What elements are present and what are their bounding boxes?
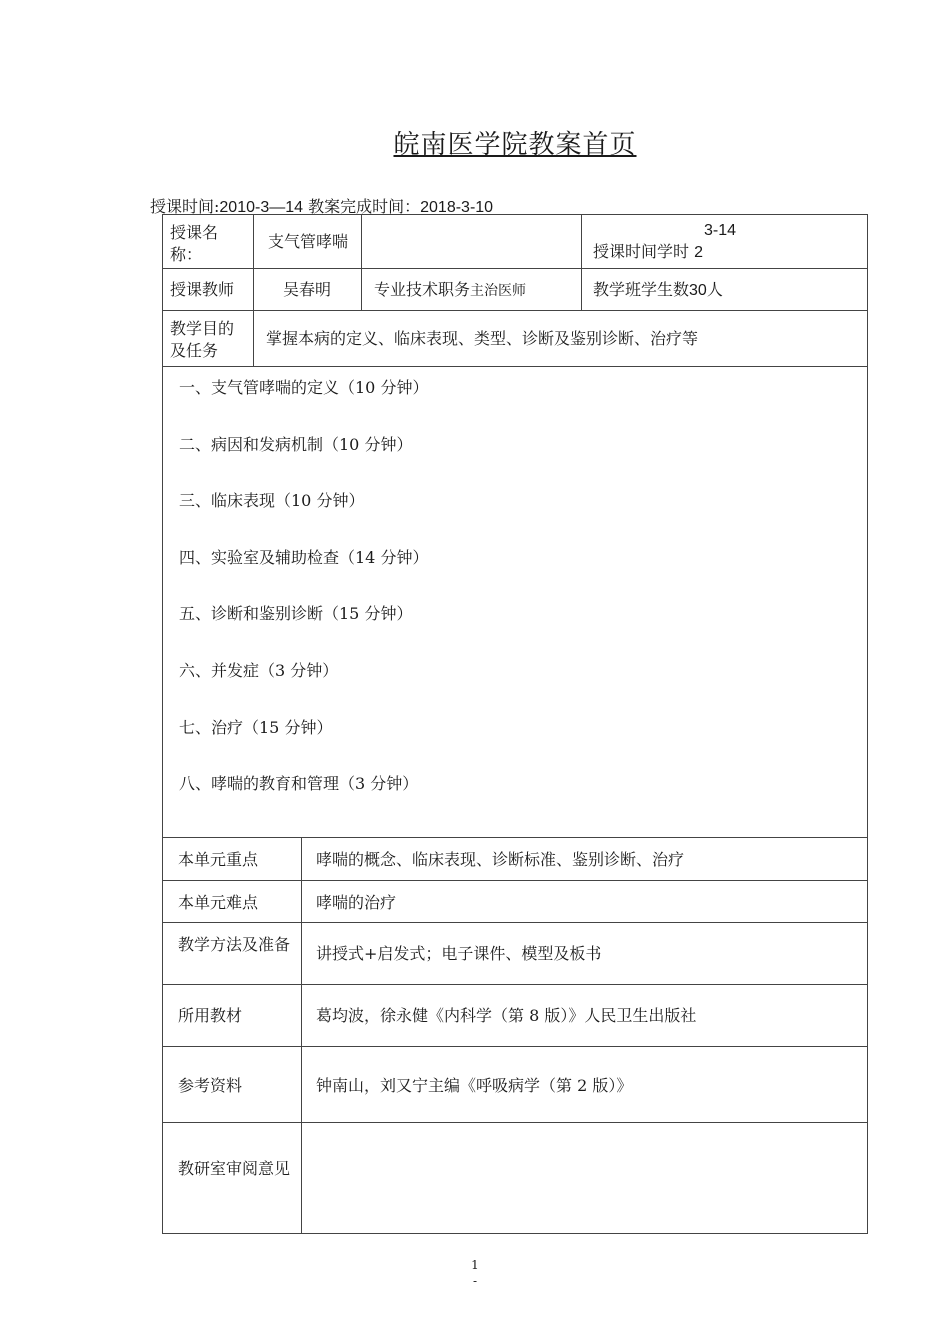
difficult-text: 哮喘的治疗 <box>316 893 397 912</box>
page-dash: - <box>472 1274 478 1288</box>
title-value: 主治医师 <box>470 283 527 299</box>
outline-item: 八、哮喘的教育和管理（3 分钟） <box>179 774 419 793</box>
outline-block <box>162 366 868 838</box>
outline-item: 五、诊断和鉴别诊断（15 分钟） <box>179 604 413 623</box>
teacher-label: 授课教师 <box>170 280 235 299</box>
textbook-label: 所用教材 <box>178 1006 243 1025</box>
students-unit: 人 <box>706 280 723 299</box>
title-label: 专业技术职务 <box>374 280 471 299</box>
outline-item: 七、治疗（15 分钟） <box>179 718 333 737</box>
date-top: 3-14 <box>704 222 737 239</box>
key-label: 本单元重点 <box>178 850 259 869</box>
key-text: 哮喘的概念、临床表现、诊断标准、鉴别诊断、治疗 <box>316 850 685 869</box>
review-label: 教研室审阅意见 <box>178 1159 291 1178</box>
textbook-text: 葛均波，徐永健《内科学（第 8 版）》人民卫生出版社 <box>316 1006 697 1025</box>
course-name: 支气管哮喘 <box>268 232 349 251</box>
reference-text: 钟南山，刘又宁主编《呼吸病学（第 2 版）》 <box>316 1076 633 1095</box>
hours-label: 授课时间学时 <box>593 242 690 261</box>
teach-date-label: 授课时间: <box>150 197 220 216</box>
teacher-name: 吴春明 <box>283 280 332 299</box>
teach-date: 2010-3—14 <box>219 199 304 216</box>
course-name-label: 授课名称： <box>170 223 219 264</box>
header-table <box>162 214 868 366</box>
outline-item: 四、实验室及辅助检查（14 分钟） <box>179 548 429 567</box>
reference-label: 参考资料 <box>178 1076 243 1095</box>
method-label: 教学方法及准备 <box>178 935 291 954</box>
outline-item: 六、并发症（3 分钟） <box>179 661 339 680</box>
lower-table <box>162 837 868 1234</box>
method-text: 讲授式+启发式；电子课件、模型及板书 <box>316 944 602 963</box>
complete-date-label: 教案完成时间： <box>303 197 421 216</box>
hours-value: 2 <box>694 244 704 261</box>
page-number: 1 <box>471 1258 479 1272</box>
hours-field <box>593 241 703 264</box>
outline-item: 一、支气管哮喘的定义（10 分钟） <box>179 378 429 397</box>
outline-item: 二、病因和发病机制（10 分钟） <box>179 435 413 454</box>
document-title: 皖南医学院教案首页 <box>393 130 637 160</box>
students-count: 30 <box>689 282 707 299</box>
difficult-label: 本单元难点 <box>178 893 259 912</box>
goal-text: 掌握本病的定义、临床表现、类型、诊断及鉴别诊断、治疗等 <box>266 329 699 348</box>
complete-date: 2018-3-10 <box>420 199 494 216</box>
students-label: 教学班学生数 <box>593 280 690 299</box>
title-field <box>374 279 526 302</box>
students-field <box>593 279 723 302</box>
outline-item: 三、临床表现（10 分钟） <box>179 491 365 510</box>
goal-label: 教学目的及任务 <box>170 319 235 360</box>
